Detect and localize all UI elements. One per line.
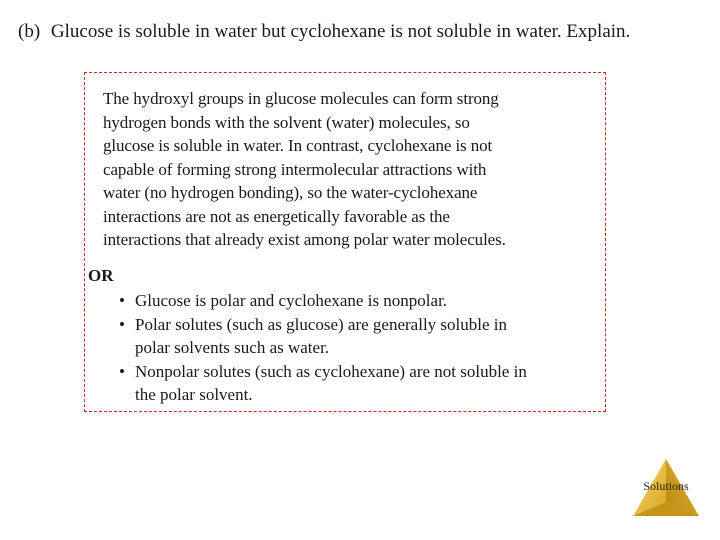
bullet-line: polar solvents such as water. xyxy=(135,338,330,357)
paragraph-line: glucose is soluble in water. In contrast, cyclohexane is not xyxy=(103,136,493,155)
bullet-line: Nonpolar solutes (such as cyclohexane) are not soluble in xyxy=(135,361,527,381)
paragraph-line: interactions are not as energetically favorable as the xyxy=(103,206,450,226)
bullet-item xyxy=(119,289,605,313)
paragraph-line: hydrogen bonds with the solvent (water) molecules, so xyxy=(103,112,470,132)
bullet-line: Glucose is polar and cyclohexane is nonpolar. xyxy=(135,291,448,310)
paragraph-line: The hydroxyl groups in glucose molecules can form strong xyxy=(103,89,499,108)
bullet-item xyxy=(119,360,605,407)
bullet-dot-icon: • xyxy=(119,314,125,334)
bullet-dot-icon: • xyxy=(119,361,125,381)
bullet-line: the polar solvent. xyxy=(135,385,253,404)
solutions-button[interactable] xyxy=(632,458,700,518)
solutions-label: Solutions xyxy=(643,479,689,493)
paragraph-line: capable of forming strong intermolecular attractions with xyxy=(103,159,487,179)
question-part-label: (b) xyxy=(18,21,41,42)
bullet-item xyxy=(119,313,605,360)
or-label: OR xyxy=(88,266,114,285)
answer-paragraph xyxy=(103,87,603,252)
bullet-line: Polar solutes (such as glucose) are generally soluble in xyxy=(135,314,508,334)
question-text xyxy=(18,20,708,44)
paragraph-line: water (no hydrogen bonding), so the water-cyclohexane xyxy=(103,183,478,202)
question-prompt: Glucose is soluble in water but cyclohexane is not soluble in water. Explain. xyxy=(50,21,631,42)
paragraph-line: interactions that already exist among polar water molecules. xyxy=(103,230,506,249)
bullet-list xyxy=(119,289,605,407)
answer-box xyxy=(84,72,606,412)
bullet-dot-icon: • xyxy=(119,291,125,310)
